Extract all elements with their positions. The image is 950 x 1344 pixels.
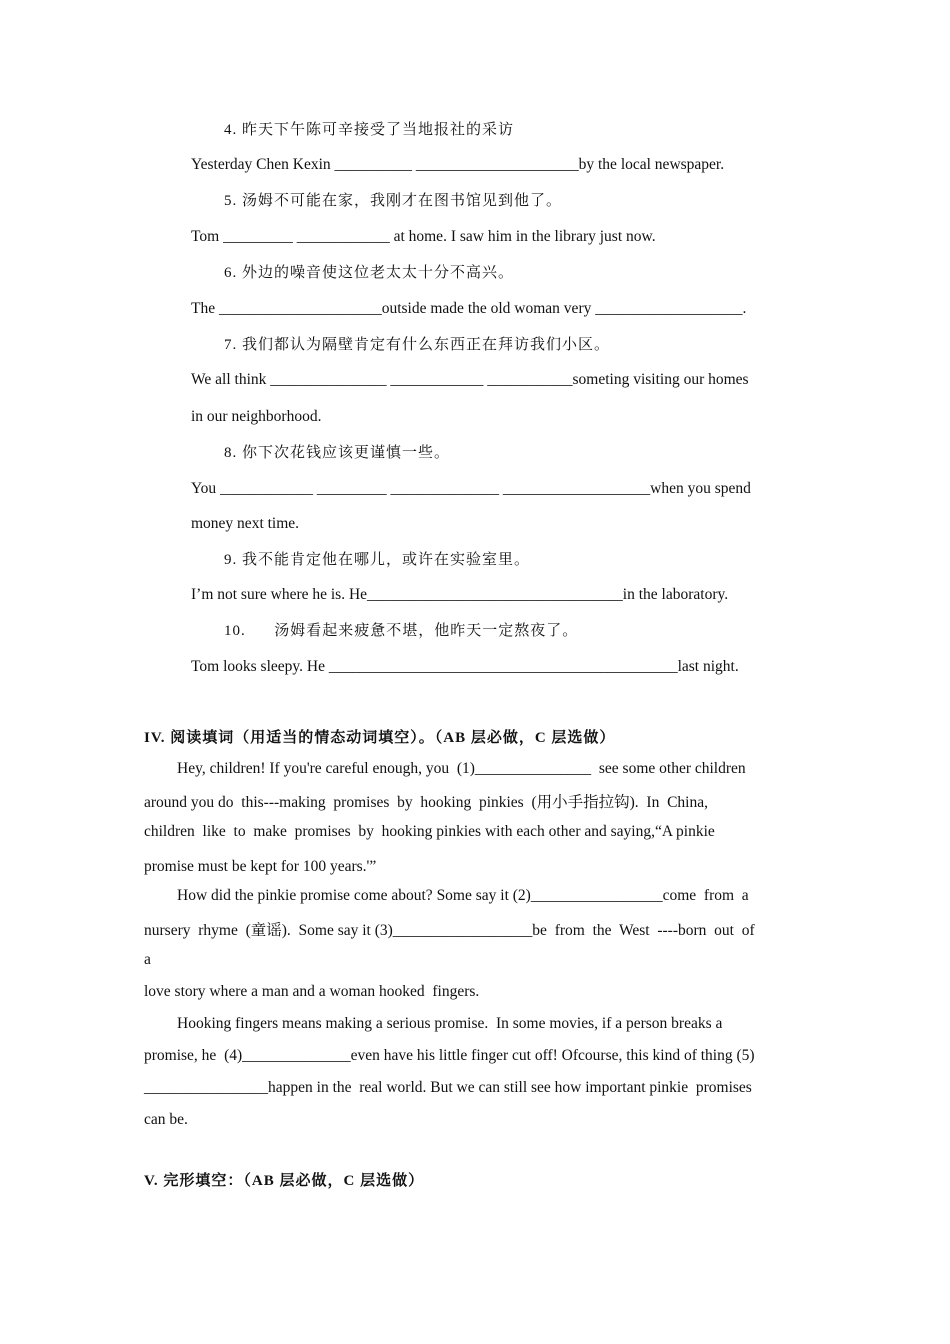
- item-5-chinese: 5. 汤姆不可能在家，我刚才在图书馆见到他了。: [224, 193, 563, 209]
- item-7-chinese: 7. 我们都认为隔壁肯定有什么东西正在拜访我们小区。: [224, 337, 611, 353]
- item-6-chinese: 6. 外边的噪音使这位老太太十分不高兴。: [224, 265, 515, 281]
- section-4-line-10: promise, he (4)______________even have his little finger cut off! Ofcourse, this kind of thing (5): [144, 1047, 755, 1064]
- item-5-english: Tom _________ ____________ at home. I saw him in the library just now.: [191, 228, 656, 245]
- section-5-heading: V. 完形填空：（AB 层必做，C 层选做）: [144, 1173, 425, 1189]
- item-7-english-line2: in our neighborhood.: [191, 408, 322, 425]
- section-4-line-3: children like to make promises by hooking pinkies with each other and saying,“A pinkie: [144, 823, 715, 840]
- section-4-line-2: around you do this---making promises by hooking pinkies (用小手指拉钩). In China,: [144, 794, 708, 811]
- item-10-chinese: 10. 汤姆看起来疲惫不堪，他昨天一定熬夜了。: [224, 623, 579, 639]
- item-7-english-line1: We all think _______________ ____________ ___________someting visiting our homes: [191, 371, 749, 388]
- item-4-english: Yesterday Chen Kexin __________ _____________________by the local newspaper.: [191, 156, 725, 173]
- item-8-english-line1: You ____________ _________ ______________ ___________________when you spend: [191, 480, 751, 497]
- item-10-english: Tom looks sleepy. He _____________________________________________last night.: [191, 658, 739, 675]
- section-4-line-5: How did the pinkie promise come about? Some say it (2)_________________come from a: [177, 887, 749, 904]
- item-4-chinese: 4. 昨天下午陈可辛接受了当地报社的采访: [224, 122, 515, 138]
- section-4-line-1: Hey, children! If you're careful enough, you (1)_______________ see some other children: [177, 760, 746, 777]
- section-4-line-8: love story where a man and a woman hooked fingers.: [144, 983, 480, 1000]
- item-9-chinese: 9. 我不能肯定他在哪儿，或许在实验室里。: [224, 552, 531, 568]
- item-8-english-line2: money next time.: [191, 515, 300, 532]
- item-9-english: I’m not sure where he is. He_________________________________in the laboratory.: [191, 586, 729, 603]
- item-6-english: The _____________________outside made the old woman very ___________________.: [191, 300, 747, 317]
- section-4-line-6: nursery rhyme (童谣). Some say it (3)__________________be from the West ----born out of: [144, 922, 755, 939]
- section-4-line-11: ________________happen in the real world. But we can still see how important pinkie promises: [144, 1079, 752, 1096]
- section-4-heading: IV. 阅读填词（用适当的情态动词填空）。（AB 层必做，C 层选做）: [144, 730, 616, 746]
- section-4-line-9: Hooking fingers means making a serious promise. In some movies, if a person breaks a: [177, 1015, 723, 1032]
- section-4-line-12: can be.: [144, 1111, 188, 1128]
- section-4-line-7: a: [144, 951, 151, 968]
- item-8-chinese: 8. 你下次花钱应该更谨慎一些。: [224, 445, 451, 461]
- section-4-line-4: promise must be kept for 100 years.'”: [144, 858, 377, 875]
